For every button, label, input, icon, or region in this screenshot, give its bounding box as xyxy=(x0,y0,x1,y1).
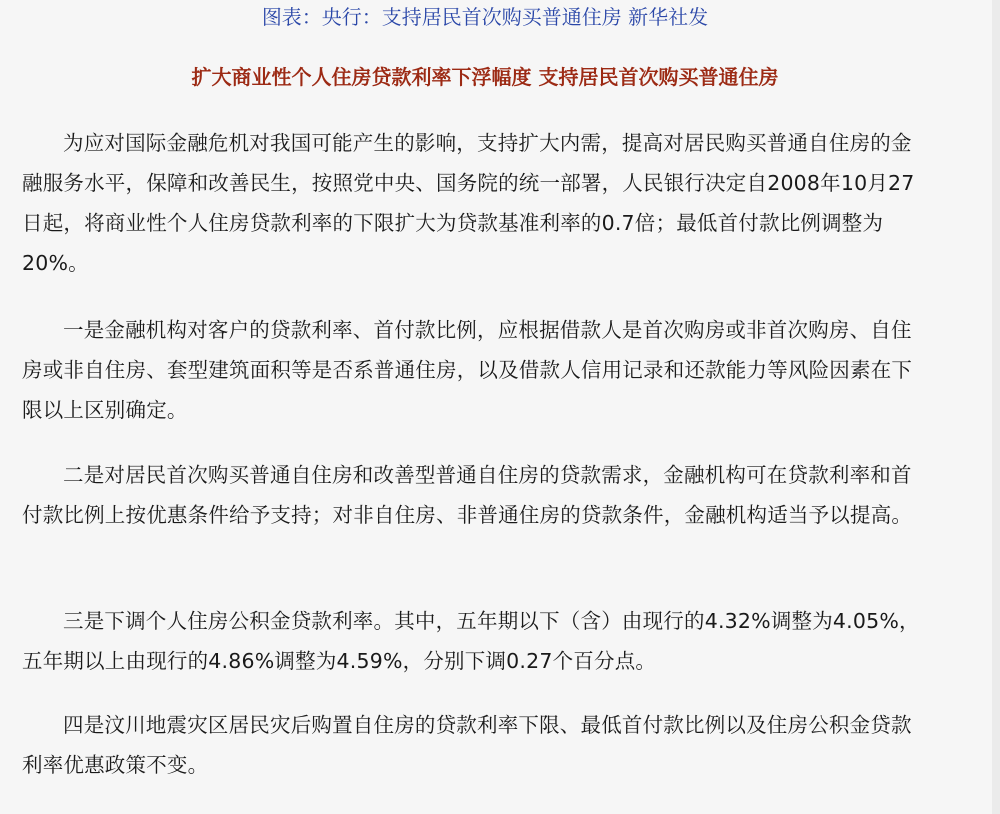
paragraph-point-4: 四是汶川地震灾区居民灾后购置自住房的贷款利率下限、最低首付款比例以及住房公积金贷款利率优惠政策不变。 xyxy=(22,713,912,777)
paragraph-intro: 为应对国际金融危机对我国可能产生的影响，支持扩大内需，提高对居民购买普通自住房的金融服务水平，保障和改善民生，按照党中央、国务院的统一部署，人民银行决定自2008年10月27日起，将商业性个人住房贷款利率的下限扩大为贷款基准利率的0.7倍；最低首付款比例调整为20%。 xyxy=(22,131,915,275)
page-edge xyxy=(992,0,1000,814)
paragraph-point-1: 一是金融机构对客户的贷款利率、首付款比例，应根据借款人是首次购房或非首次购房、自住房或非自住房、套型建筑面积等是否系普通住房，以及借款人信用记录和还款能力等风险因素在下限以上区别确定。 xyxy=(22,318,913,422)
image-caption: 图表：央行：支持居民首次购买普通住房 新华社发 xyxy=(261,5,709,29)
paragraph-point-3: 三是下调个人住房公积金贷款利率。其中，五年期以下（含）由现行的4.32%调整为4.05%，五年期以上由现行的4.86%调整为4.59%，分别下调0.27个百分点。 xyxy=(22,609,920,673)
article-headline: 扩大商业性个人住房贷款利率下浮幅度 支持居民首次购买普通住房 xyxy=(191,65,779,89)
paragraph-point-2: 二是对居民首次购买普通自住房和改善型普通自住房的贷款需求，金融机构可在贷款利率和首付款比例上按优惠条件给予支持；对非自住房、非普通住房的贷款条件，金融机构适当予以提高。 xyxy=(22,463,913,527)
